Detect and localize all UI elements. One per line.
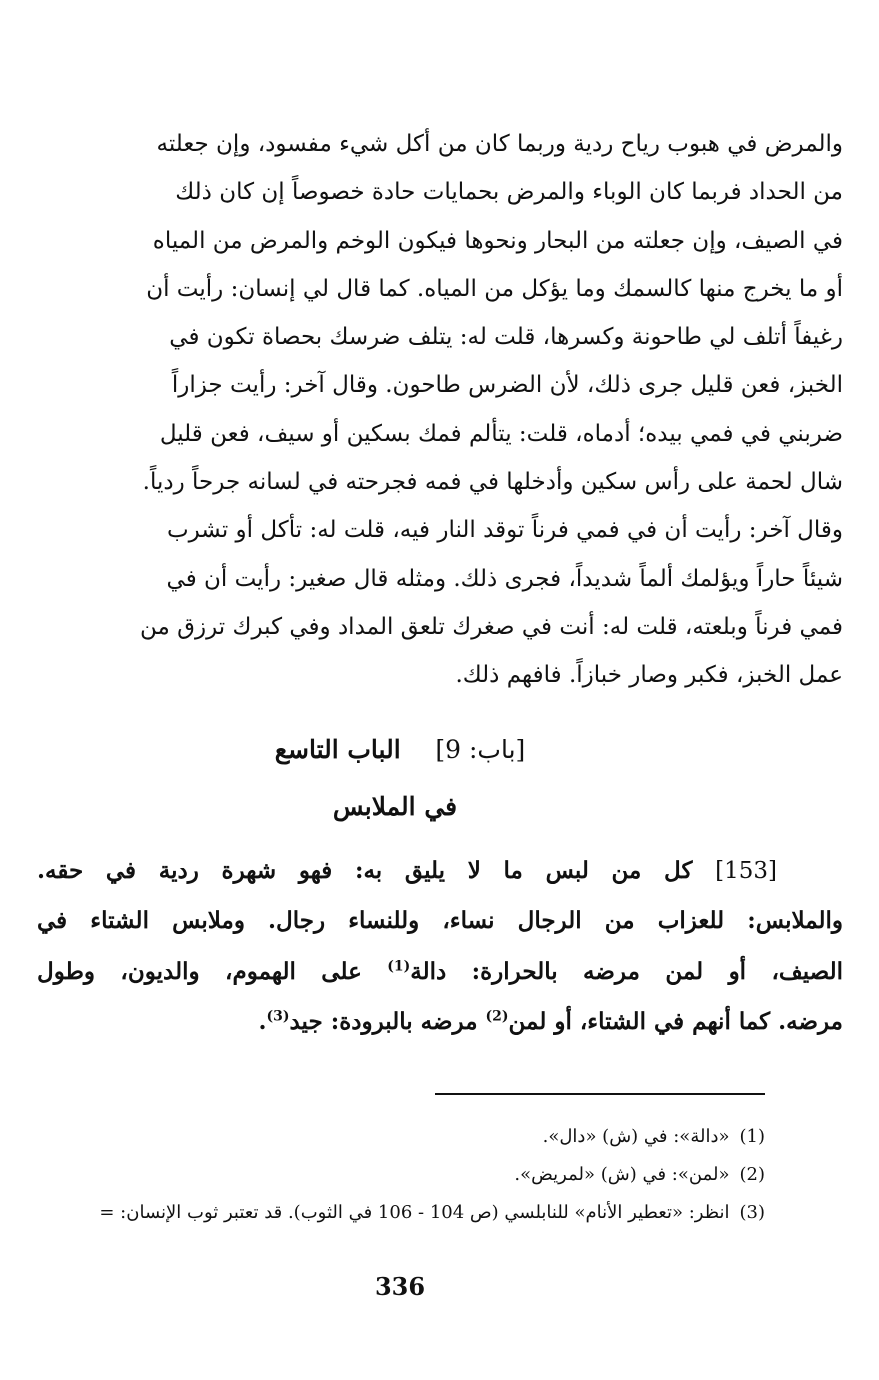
footnote-text: «دالة»: في (ش) «دال».: [542, 1126, 730, 1147]
section-line-text: مرضه. كما أنهم في الشتاء، أو لمن: [508, 1007, 843, 1035]
chapter-subtitle: في الملابس: [332, 792, 458, 821]
section-line: والملابس: للعزاب من الرجال نساء، وللنساء رجال. وملابس الشتاء في: [37, 907, 843, 935]
chapter-number-label: [باب: 9]: [435, 735, 526, 764]
body-line: شيئاً حاراً ويؤلمك ألماً شديداً، فجرى ذلك. ومثله قال صغير: رأيت أن في: [166, 565, 843, 592]
footnote-item: [9, 1194, 765, 1232]
footnote-ref[interactable]: (1): [387, 957, 411, 974]
footnotes: [9, 1118, 765, 1232]
section-line-text: الصيف، أو لمن مرضه بالحرارة: دالة: [410, 957, 843, 985]
body-line: أو ما يخرج منها كالسمك وما يؤكل من المياه. كما قال لي إنسان: رأيت أن: [146, 275, 843, 302]
section-line: [37, 997, 843, 1047]
section-line-text: كل من لبس ما لا يليق به: فهو شهرة ردية في حقه.: [37, 857, 693, 884]
footnote-item: [9, 1118, 765, 1156]
body-paragraph: [37, 120, 843, 700]
footnote-ref[interactable]: (2): [485, 1008, 509, 1025]
chapter-heading: [0, 735, 800, 764]
body-line: في الصيف، وإن جعلته من البحار ونحوها فيكون الوخم والمرض من المياه: [152, 227, 843, 254]
section-line: [37, 846, 843, 896]
body-line: وقال آخر: رأيت أن في فمي فرناً توقد النار فيه، قلت له: تأكل أو تشرب: [166, 517, 843, 544]
footnote-item: [9, 1156, 765, 1194]
section-paragraph: [37, 846, 843, 1047]
chapter-title: الباب التاسع: [274, 735, 401, 764]
body-line: رغيفاً أتلف لي طاحونة وكسرها، قلت له: يتلف ضرسك بحصاة تكون في: [169, 324, 843, 351]
footnote-number: (1): [739, 1126, 765, 1147]
section-line-text: .: [258, 1007, 267, 1035]
body-line: الخبز، فعن قليل جرى ذلك، لأن الضرس طاحون. وقال آخر: رأيت جزاراً: [171, 372, 843, 399]
footnote-number: (3): [739, 1202, 765, 1223]
body-line: من الحداد فربما كان الوباء والمرض بحمايات حادة خصوصاً إن كان ذلك: [175, 179, 843, 206]
body-line: عمل الخبز، فكبر وصار خبازاً. فافهم ذلك.: [455, 662, 843, 689]
footnote-text: «لمن»: في (ش) «لمريض».: [514, 1164, 730, 1185]
section-line: [37, 947, 843, 997]
paragraph-number: [153]: [715, 858, 777, 884]
footnote-ref[interactable]: (3): [266, 1008, 290, 1025]
page-number: 336: [374, 1272, 426, 1301]
footnote-number: (2): [739, 1164, 765, 1185]
footnote-text: انظر: «تعطير الأنام» للنابلسي (ص 104 - 106 في الثوب). قد تعتبر ثوب الإنسان: =: [99, 1202, 730, 1223]
body-line: والمرض في هبوب رياح ردية وربما كان من أكل شيء مفسود، وإن جعلته: [156, 131, 843, 157]
body-line: ضربني في فمي بيده؛ أدماه، قلت: يتألم فمك بسكين أو سيف، فعن قليل: [159, 420, 843, 447]
body-line: شال لحمة على رأس سكين وأدخلها في فمه فجرحته في لسانه جرحاً ردياً.: [142, 469, 843, 496]
body-line: فمي فرناً وبلعته، قلت له: أنت في صغرك تلعق المداد وفي كبرك ترزق من: [140, 613, 843, 640]
section-line-text: مرضه بالبرودة: جيد: [289, 1007, 486, 1035]
footnote-divider: [435, 1093, 765, 1095]
section-line-text: على الهموم، والديون، وطول: [37, 957, 388, 985]
